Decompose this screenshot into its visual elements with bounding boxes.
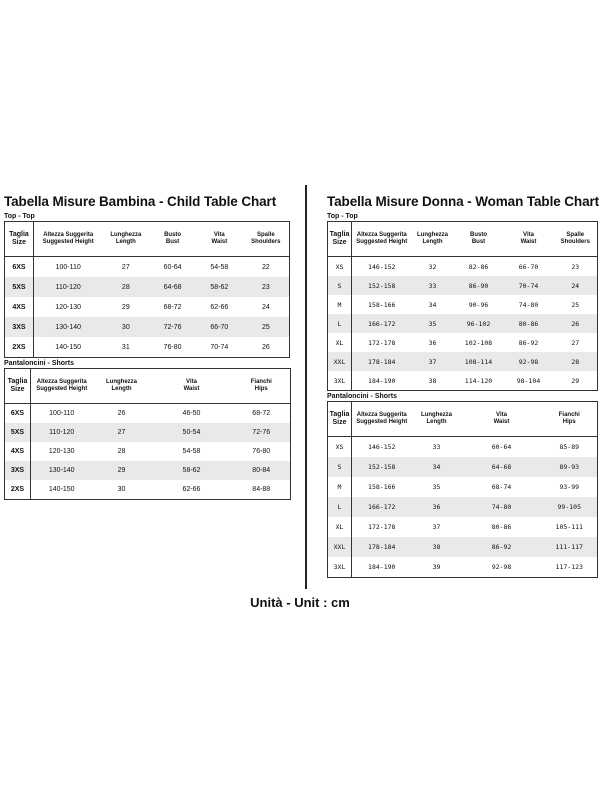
table-cell: 68-72 <box>163 303 182 311</box>
column-header: Vita Waist <box>504 222 554 257</box>
table-cell: 166-172 <box>352 314 412 333</box>
table-cell: 140-150 <box>48 486 75 493</box>
table-cell: 184-190 <box>368 376 396 385</box>
table-cell: 152-158 <box>352 276 412 295</box>
table-cell: 39 <box>432 563 441 571</box>
table-cell: 96-102 <box>454 314 504 333</box>
table-cell: 27 <box>93 423 151 442</box>
table-cell: 64-68 <box>462 457 542 477</box>
woman-shorts-label: Pantaloncini - Shorts <box>327 393 398 400</box>
table-cell: 68-72 <box>252 410 271 417</box>
table-cell: 146-152 <box>368 443 396 451</box>
table-cell: 74-80 <box>518 300 539 309</box>
table-cell: 24 <box>261 303 270 311</box>
table-cell: 36 <box>412 497 462 517</box>
size-cell: 6XS <box>5 404 31 424</box>
table-cell: 24 <box>554 276 598 295</box>
table-cell: 72-76 <box>233 423 291 442</box>
table-cell: 30 <box>102 317 149 337</box>
table-cell: 46-50 <box>182 410 201 417</box>
table-cell: 27 <box>571 338 580 347</box>
table-row <box>328 333 598 352</box>
table-cell: 23 <box>571 262 580 271</box>
table-cell: 99-105 <box>542 497 598 517</box>
table-row <box>328 257 598 277</box>
woman-shorts-table <box>327 401 598 578</box>
size-cell: XS <box>328 257 352 277</box>
table-cell: 29 <box>571 376 580 385</box>
size-cell: XXL <box>328 352 352 371</box>
table-cell: 58-62 <box>196 277 243 297</box>
table-cell: 80-86 <box>504 314 554 333</box>
table-row <box>328 457 598 477</box>
table-cell: 74-80 <box>462 497 542 517</box>
table-cell: 68-74 <box>491 483 512 491</box>
woman-top-label: Top - Top <box>327 213 358 220</box>
size-cell: 6XS <box>5 257 34 278</box>
table-cell: 120-130 <box>48 448 75 455</box>
table-cell: 130-140 <box>33 317 102 337</box>
table-cell: 120-130 <box>55 303 82 311</box>
table-cell: 111-117 <box>542 537 598 557</box>
table-cell: 23 <box>243 277 290 297</box>
table-cell: 25 <box>243 317 290 337</box>
table-cell: 117-123 <box>555 563 583 571</box>
column-header: Busto Bust <box>149 222 196 257</box>
column-header: Taglia Size <box>5 222 34 257</box>
column-header: Lunghezza Length <box>412 222 454 257</box>
size-cell: XXL <box>328 537 352 557</box>
table-row <box>328 314 598 333</box>
column-header: Lunghezza Length <box>412 402 462 437</box>
table-cell: 54-58 <box>210 263 229 271</box>
table-cell: 184-190 <box>368 563 396 571</box>
table-row <box>328 497 598 517</box>
table-cell: 89-93 <box>542 457 598 477</box>
woman-panel <box>327 194 600 578</box>
table-cell: 37 <box>412 352 454 371</box>
table-cell: 100-110 <box>55 263 81 271</box>
table-row <box>328 477 598 497</box>
table-cell: 80-86 <box>491 523 512 531</box>
table-cell: 26 <box>554 314 598 333</box>
size-cell: 5XS <box>5 277 34 297</box>
table-cell: 76-80 <box>252 448 271 455</box>
table-cell: 33 <box>432 443 441 451</box>
column-header: Taglia Size <box>328 402 352 437</box>
child-top-label: Top - Top <box>4 213 35 220</box>
table-row <box>328 537 598 557</box>
table-cell: 92-98 <box>491 563 512 571</box>
size-cell: L <box>328 497 352 517</box>
size-cell: 3XL <box>328 557 352 578</box>
child-shorts-label: Pantaloncini - Shorts <box>4 360 75 367</box>
table-cell: 50-54 <box>151 423 233 442</box>
table-row <box>5 461 291 480</box>
table-cell: 28 <box>117 448 126 455</box>
table-row <box>5 442 291 461</box>
table-cell: 28 <box>554 352 598 371</box>
size-cell: S <box>328 457 352 477</box>
size-cell: L <box>328 314 352 333</box>
table-cell: 31 <box>121 343 130 351</box>
table-cell: 64-68 <box>149 277 196 297</box>
table-cell: 66-70 <box>518 262 539 271</box>
size-cell: M <box>328 477 352 497</box>
size-cell: 5XS <box>5 423 31 442</box>
table-cell: 29 <box>93 461 151 480</box>
table-row <box>328 276 598 295</box>
table-cell: 172-178 <box>368 338 396 347</box>
table-cell: 178-184 <box>352 537 412 557</box>
column-header: Altezza Suggerita Suggested Height <box>352 222 412 257</box>
table-cell: 33 <box>412 276 454 295</box>
column-header: Lunghezza Length <box>102 222 149 257</box>
table-cell: 58-62 <box>151 461 233 480</box>
header-row <box>5 222 290 257</box>
table-row <box>5 404 291 424</box>
header-row <box>328 222 598 257</box>
column-header: Lunghezza Length <box>93 369 151 404</box>
size-cell: 4XS <box>5 442 31 461</box>
woman-top-table <box>327 221 598 391</box>
size-cell: 3XL <box>328 371 352 391</box>
child-title: Tabella Misure Bambina - Child Table Chart <box>4 194 277 209</box>
table-cell: 82-86 <box>468 262 489 271</box>
table-cell: 102-108 <box>464 338 493 347</box>
table-cell: 166-172 <box>352 497 412 517</box>
table-row <box>328 437 598 458</box>
table-cell: 105-111 <box>555 523 583 531</box>
table-row <box>328 352 598 371</box>
table-cell: 146-152 <box>368 262 396 271</box>
woman-title: Tabella Misure Donna - Woman Table Chart <box>327 194 600 209</box>
column-header: Altezza Suggerita Suggested Height <box>31 369 93 404</box>
table-cell: 178-184 <box>352 352 412 371</box>
table-cell: 22 <box>261 263 270 271</box>
table-cell: 32 <box>428 262 437 271</box>
table-cell: 98-104 <box>516 376 541 385</box>
table-cell: 62-66 <box>182 486 201 493</box>
table-cell: 70-74 <box>210 343 229 351</box>
size-cell: 4XS <box>5 297 34 317</box>
table-cell: 37 <box>432 523 441 531</box>
table-row <box>328 371 598 391</box>
table-cell: 60-64 <box>491 443 512 451</box>
size-cell: XS <box>328 437 352 458</box>
table-cell: 70-74 <box>504 276 554 295</box>
column-header: Taglia Size <box>328 222 352 257</box>
unit-label: Unità - Unit : cm <box>250 595 350 610</box>
table-cell: 28 <box>102 277 149 297</box>
table-cell: 34 <box>412 457 462 477</box>
table-cell: 76-80 <box>163 343 182 351</box>
table-cell: 72-76 <box>149 317 196 337</box>
table-cell: 38 <box>428 376 437 385</box>
table-cell: 35 <box>412 314 454 333</box>
table-cell: 60-64 <box>163 263 182 271</box>
table-cell: 86-92 <box>518 338 539 347</box>
table-cell: 110-120 <box>31 423 93 442</box>
table-cell: 86-90 <box>454 276 504 295</box>
table-cell: 130-140 <box>31 461 93 480</box>
table-cell: 62-66 <box>210 303 229 311</box>
table-cell: 38 <box>412 537 462 557</box>
table-cell: 92-98 <box>504 352 554 371</box>
table-row <box>328 295 598 314</box>
column-header: Fianchi Hips <box>542 402 598 437</box>
table-cell: 114-120 <box>464 376 493 385</box>
table-cell: 158-166 <box>368 300 396 309</box>
size-cell: 3XS <box>5 461 31 480</box>
table-row <box>5 480 291 500</box>
table-cell: 86-92 <box>462 537 542 557</box>
size-cell: 2XS <box>5 337 34 358</box>
table-cell: 30 <box>117 486 126 493</box>
size-cell: 3XS <box>5 317 34 337</box>
table-cell: 110-120 <box>33 277 102 297</box>
table-cell: 36 <box>428 338 437 347</box>
child-top-table <box>4 221 290 358</box>
size-cell: S <box>328 276 352 295</box>
size-cell: XL <box>328 517 352 537</box>
table-row <box>328 517 598 537</box>
table-cell: 93-99 <box>559 483 580 491</box>
column-header: Vita Waist <box>151 369 233 404</box>
table-row <box>5 337 290 358</box>
table-row <box>328 557 598 578</box>
table-cell: 100-110 <box>49 410 75 417</box>
table-cell: 158-166 <box>368 483 396 491</box>
panel-divider <box>305 185 307 589</box>
table-cell: 85-89 <box>559 443 580 451</box>
table-row <box>5 317 290 337</box>
table-cell: 90-96 <box>468 300 489 309</box>
child-panel <box>4 194 290 500</box>
table-cell: 108-114 <box>454 352 504 371</box>
table-cell: 25 <box>571 300 580 309</box>
table-cell: 66-70 <box>196 317 243 337</box>
table-row <box>5 257 290 278</box>
child-shorts-table <box>4 368 291 500</box>
table-cell: 26 <box>261 343 270 351</box>
table-row <box>5 297 290 317</box>
table-row <box>5 423 291 442</box>
table-cell: 140-150 <box>55 343 82 351</box>
size-cell: 2XS <box>5 480 31 500</box>
column-header: Busto Bust <box>454 222 504 257</box>
table-cell: 152-158 <box>352 457 412 477</box>
table-cell: 29 <box>121 303 130 311</box>
column-header: Altezza Suggerita Suggested Height <box>33 222 102 257</box>
table-cell: 80-84 <box>233 461 291 480</box>
table-cell: 35 <box>432 483 441 491</box>
size-cell: XL <box>328 333 352 352</box>
table-cell: 84-88 <box>252 486 271 493</box>
column-header: Fianchi Hips <box>233 369 291 404</box>
column-header: Altezza Suggerita Suggested Height <box>352 402 412 437</box>
column-header: Vita Waist <box>462 402 542 437</box>
column-header: Vita Waist <box>196 222 243 257</box>
table-cell: 172-178 <box>368 523 396 531</box>
size-cell: M <box>328 295 352 314</box>
header-row <box>5 369 291 404</box>
column-header: Spalle Shoulders <box>243 222 290 257</box>
header-row <box>328 402 598 437</box>
column-header: Spalle Shoulders <box>554 222 598 257</box>
table-cell: 34 <box>428 300 437 309</box>
column-header: Taglia Size <box>5 369 31 404</box>
table-cell: 27 <box>121 263 130 271</box>
table-cell: 54-58 <box>182 448 201 455</box>
table-cell: 26 <box>117 410 126 417</box>
table-row <box>5 277 290 297</box>
